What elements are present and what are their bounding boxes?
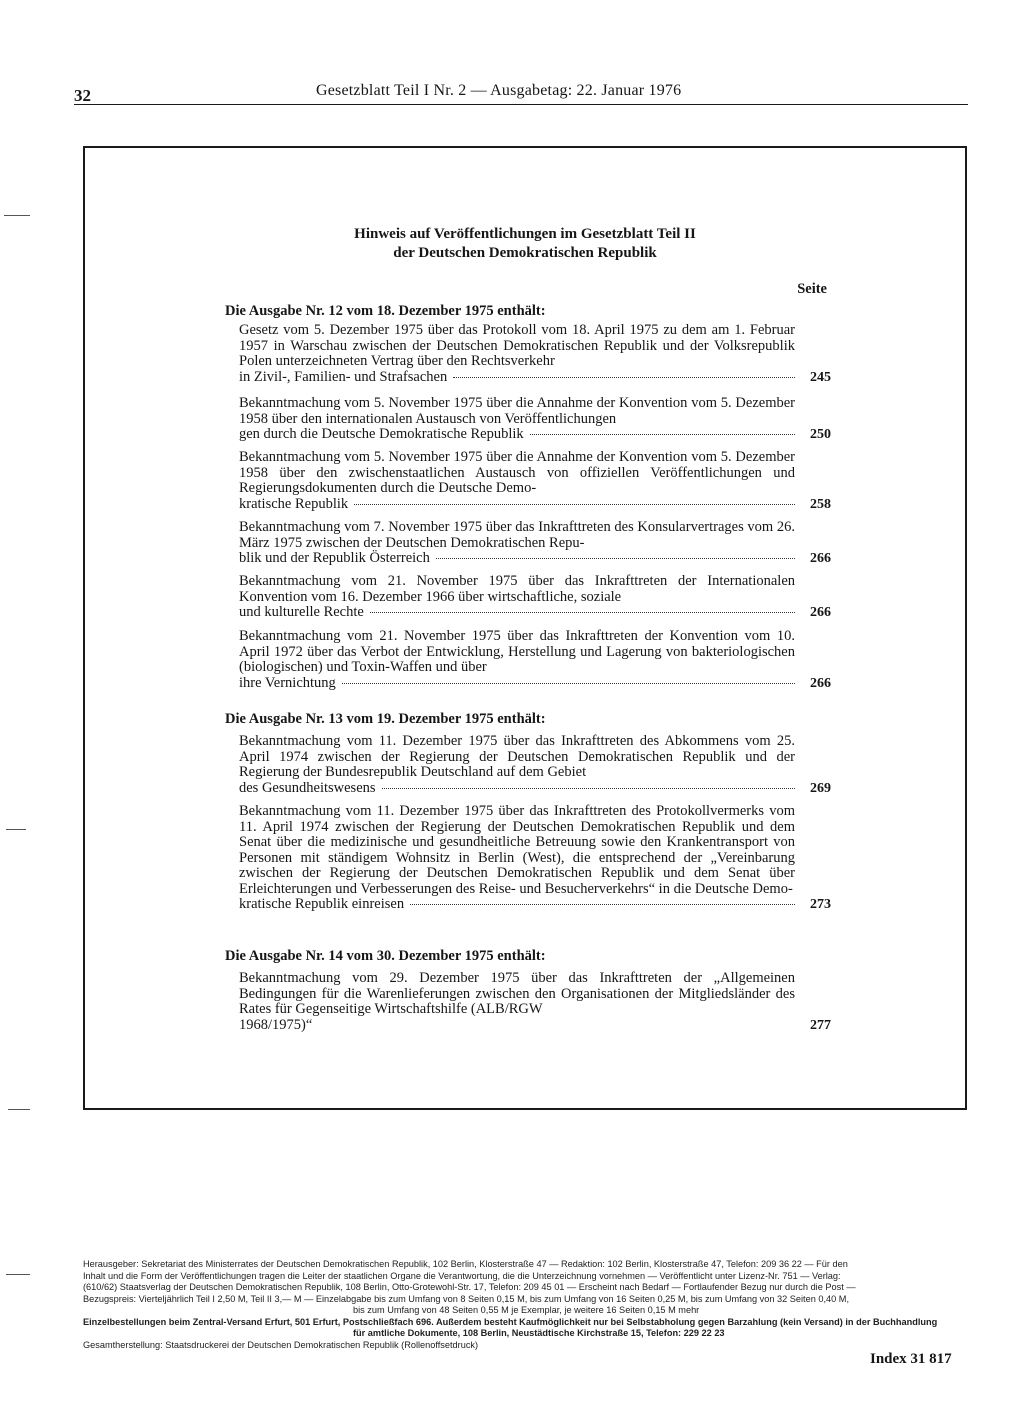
entry-text-last-line: gen durch die Deutsche Demokratische Republik bbox=[239, 426, 524, 442]
dot-leader bbox=[530, 434, 795, 435]
entry-text-last-line: kratische Republik einreisen bbox=[239, 896, 405, 912]
running-header: Gesetzblatt Teil I Nr. 2 — Ausgabetag: 22. Januar 1976 bbox=[316, 82, 682, 99]
page-column-label: Seite bbox=[797, 281, 827, 297]
entry-text-last-line: des Gesundheitswesens bbox=[239, 779, 376, 796]
notice-subtitle: der Deutschen Demokratischen Republik bbox=[393, 245, 657, 261]
list-item bbox=[239, 573, 831, 621]
index-number: Index 31 817 bbox=[870, 1351, 952, 1367]
entry-text-last-line: blik und der Republik Österreich bbox=[239, 550, 430, 566]
list-item bbox=[239, 733, 831, 796]
entry-text: Bekanntmachung vom 29. Dezember 1975 über das Inkrafttreten der „Allgemeinen Bedingungen für die Warenlieferungen zwischen den Organisationen der Mitgliedsländer des Rates für Gegenseitige Wirtschaftshilfe (ALB/RGW bbox=[239, 970, 795, 1017]
dot-leader bbox=[410, 904, 795, 905]
issue-heading: Die Ausgabe Nr. 12 vom 18. Dezember 1975 enthält: bbox=[225, 303, 546, 319]
imprint-publisher: Herausgeber: Sekretariat des Ministerrates der Deutschen Demokratischen Republik, 102 Berlin, Klosterstraße 47 — Redaktion: 102 Berlin, Klosterstraße 47, Telefon: 209 36 22 — Für den bbox=[83, 1259, 848, 1269]
dot-leader bbox=[382, 788, 795, 789]
imprint-single-orders: Einzelbestellungen beim Zentral-Versand Erfurt, 501 Erfurt, Postschließfach 696. Außerdem besteht Kaufmöglichkeit nur bei Selbstabholung gegen Barzahlung (kein Versand) in der Buchhandlung bbox=[83, 1316, 938, 1327]
entry-text-last-line: und kulturelle Rechte bbox=[239, 604, 364, 620]
notice-box bbox=[83, 146, 967, 1110]
imprint-subscription-price: Bezugspreis: Vierteljährlich Teil I 2,50 M, Teil II 3,— M — Einzelabgabe bis zum Umfang von 8 Seiten 0,15 M, bis zum Umfang von 16 Seiten 0,25 M, bis zum Umfang von 32 Seiten 0,40 M, bbox=[83, 1293, 849, 1304]
imprint-bookshop: für amtliche Dokumente, 108 Berlin, Neustädtische Kirchstraße 15, Telefon: 229 22 23 bbox=[353, 1328, 725, 1338]
scan-margin-mark bbox=[8, 1109, 30, 1110]
page-reference: 266 bbox=[810, 605, 831, 620]
entry-text: Bekanntmachung vom 21. November 1975 über das Inkrafttreten der Internationalen Konvention vom 16. Dezember 1966 über wirtschaftliche, soziale bbox=[239, 573, 795, 605]
page-reference: 266 bbox=[810, 675, 831, 691]
list-item bbox=[239, 803, 831, 913]
list-item bbox=[239, 519, 831, 567]
issue-heading: Die Ausgabe Nr. 13 vom 19. Dezember 1975 enthält: bbox=[225, 711, 546, 727]
entry-text: Bekanntmachung vom 11. Dezember 1975 über das Inkrafttreten des Abkommens vom 25. April 1974 zwischen der Regierung der Deutschen Demokratischen Republik und der Regierung der Bundesrepublik Deutschland auf dem Gebiet bbox=[239, 733, 795, 780]
page-reference: 266 bbox=[810, 551, 831, 566]
dot-leader bbox=[453, 377, 795, 378]
list-item bbox=[239, 449, 831, 512]
list-item bbox=[239, 395, 831, 443]
entry-text: Bekanntmachung vom 5. November 1975 über die Annahme der Konvention vom 5. Dezember 1958 über den zwischenstaatlichen Austausch von offiziellen Veröffentlichungen und Regierungsdokumenten durch die Deutsche Demo- bbox=[239, 449, 795, 496]
page-reference: 277 bbox=[810, 1017, 831, 1033]
imprint-price-continued: bis zum Umfang von 48 Seiten 0,55 M je Exemplar, je weitere 16 Seiten 0,15 M mehr bbox=[353, 1305, 700, 1315]
page-reference: 250 bbox=[810, 427, 831, 442]
issue-heading: Die Ausgabe Nr. 14 vom 30. Dezember 1975 enthält: bbox=[225, 948, 546, 964]
list-item bbox=[239, 628, 831, 691]
entry-text: Gesetz vom 5. Dezember 1975 über das Protokoll vom 18. April 1975 zu dem am 1. Februar 1957 in Warschau zwischen der Deutschen Demokratischen Republik und der Volksrepublik Polen unterzeichneten Vertrag über den Rechtsverkehr bbox=[239, 322, 795, 369]
entry-text-last-line: 1968/1975)“ bbox=[239, 1016, 313, 1033]
scan-margin-mark bbox=[6, 829, 26, 830]
scan-margin-mark bbox=[4, 215, 30, 216]
page-reference: 245 bbox=[810, 369, 831, 385]
entry-text: Bekanntmachung vom 11. Dezember 1975 über das Inkrafttreten des Protokollvermerks vom 11. April 1974 zwischen der Regierung der Deutschen Demokratischen Republik und dem Senat über die medizinische und gesundheitliche Betreuung sowie den Krankentransport von Personen mit ständigem Wohnsitz in Berlin (West), die entsprechend der „Vereinbarung zwischen der Regierung der Deutschen Demokratischen Republik und dem Senat über Erleichterungen und Verbesserungen des Reise- und Besucherverkehrs“ in die Deutsche Demo- bbox=[239, 803, 795, 897]
dot-leader bbox=[354, 504, 795, 505]
dot-leader bbox=[370, 612, 795, 613]
entry-text-last-line: in Zivil-, Familien- und Strafsachen bbox=[239, 368, 448, 385]
notice-title: Hinweis auf Veröffentlichungen im Gesetzblatt Teil II bbox=[354, 226, 696, 242]
imprint-publishing-house: (610/62) Staatsverlag der Deutschen Demokratischen Republik, 108 Berlin, Otto-Grotewohl-Str. 17, Telefon: 209 45 01 — Erscheint nach Bedarf — Fortlaufender Bezug nur durch die Post — bbox=[83, 1282, 856, 1292]
imprint-printer: Gesamtherstellung: Staatsdruckerei der Deutschen Demokratischen Republik (Rollenoffsetdruck) bbox=[83, 1339, 479, 1350]
entry-text-last-line: ihre Vernichtung bbox=[239, 674, 336, 691]
entry-text: Bekanntmachung vom 7. November 1975 über das Inkrafttreten des Konsularvertrages vom 26. März 1975 zwischen der Deutschen Demokratischen Repu- bbox=[239, 519, 795, 551]
imprint-responsibility: Inhalt und die Form der Veröffentlichungen tragen die Leiter der staatlichen Organe die Verantwortung, die die Unterzeichnung vornehmen — Veröffentlicht unter Lizenz-Nr. 751 — Verlag: bbox=[83, 1270, 841, 1281]
entry-text-last-line: kratische Republik bbox=[239, 495, 349, 512]
dot-leader bbox=[342, 683, 795, 684]
header-rule bbox=[74, 104, 968, 105]
entry-text: Bekanntmachung vom 21. November 1975 über das Inkrafttreten der Konvention vom 10. April 1972 über das Verbot der Entwicklung, Herstellung und Lagerung von bakteriologischen (biologischen) und Toxin-Waffen und über bbox=[239, 628, 795, 675]
dot-leader bbox=[436, 558, 795, 559]
entry-text: Bekanntmachung vom 5. November 1975 über die Annahme der Konvention vom 5. Dezember 1958 über den internationalen Austausch von Veröffentlichungen bbox=[239, 395, 795, 427]
list-item bbox=[239, 970, 831, 1033]
page-reference: 258 bbox=[810, 496, 831, 512]
imprint bbox=[83, 1259, 973, 1351]
list-item bbox=[239, 322, 831, 385]
page-reference: 273 bbox=[810, 897, 831, 912]
page-number: 32 bbox=[74, 86, 91, 105]
page-reference: 269 bbox=[810, 780, 831, 796]
scan-margin-mark bbox=[6, 1274, 30, 1275]
